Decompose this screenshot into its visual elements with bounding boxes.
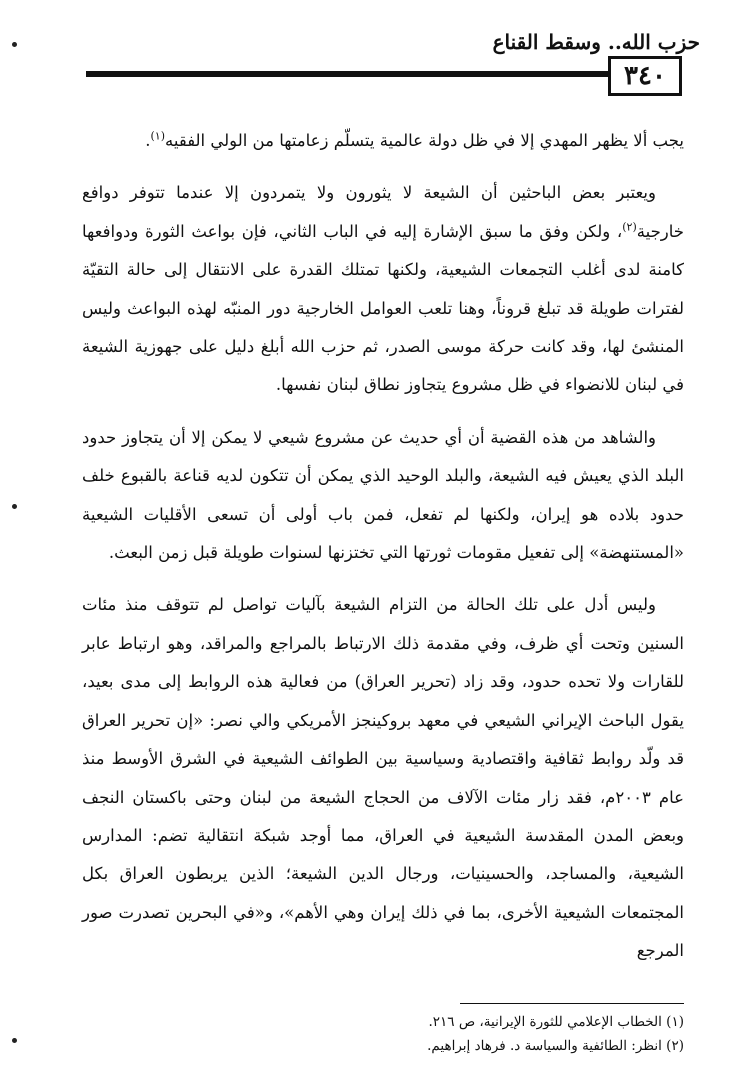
scan-mark xyxy=(12,504,17,509)
scan-mark xyxy=(12,42,17,47)
footnote-separator xyxy=(460,1003,684,1004)
paragraph xyxy=(82,419,684,573)
running-title: حزب الله.. وسقط القناع xyxy=(492,30,700,54)
paragraph-text: والشاهد من هذه القضية أن أي حديث عن مشروع شيعي لا يمكن إلا أن يتجاوز حدود البلد الذي يعيش فيه الشيعة، والبلد الوحيد الذي يمكن أن تتكون لديه قناعة بالقبوع خلف حدود بلاده هو إيران، ولكنها لم تفعل، فمن باب أولى أن تسعى الأقليات الشيعية «المستنهضة» إلى تفعيل مقومات ثورتها التي تختزنها لسنوات طويلة قبل زمن البعث. xyxy=(82,427,684,563)
paragraph-text: ويعتبر بعض الباحثين أن الشيعة لا يثورون ولا يتمردون إلا عندما تتوفر دوافع خارجية xyxy=(82,183,684,241)
paragraph xyxy=(82,586,684,970)
footnote: (١) الخطاب الإعلامي للثورة الإيرانية، ص ٢١٦. xyxy=(428,1014,684,1030)
paragraph-text-continued: ، ولكن وفق ما سبق الإشارة إليه في الباب الثاني، فإن بواعث الثورة ودوافعها كامنة لدى أغلب التجمعات الشيعية، ولكنها تمتلك القدرة على الانتقال إلى حالة التقيّة لفترات طويلة قد تبلغ قروناً، وهنا تلعب العوامل الخارجية دور المنبّه لهذه البواعث وليس المنشئ لها، وقد كانت حركة موسى الصدر، ثم حزب الله أبلغ دليل على جهوزية الشيعة في لبنان للانضواء في ظل مشروع يتجاوز نطاق لبنان نفسها. xyxy=(82,221,684,395)
footnote-reference: (٢) xyxy=(622,220,637,234)
paragraph-text-continued: . xyxy=(145,131,151,150)
page-number: ٣٤٠ xyxy=(608,56,682,96)
paragraph-text: وليس أدل على تلك الحالة من التزام الشيعة بآليات تواصل لم تتوقف منذ مئات السنين وتحت أي ظرف، وفي مقدمة ذلك الارتباط بالمراجع والمراقد، وهو ارتباط عابر للقارات ولا تحده حدود، وقد زاد (تحرير العراق) من فعالية هذه الروابط إلى مدى بعيد، يقول الباحث الإيراني الشيعي في معهد بروكينجز الأمريكي والي نصر: «إن تحرير العراق قد ولّد روابط ثقافية واقتصادية وسياسية بين الطوائف الشيعية في الشرق الأوسط منذ عام ٢٠٠٣م، فقد زار مئات الآلاف من الحجاج الشيعة من لبنان وحتى باكستان النجف وبعض المدن المقدسة الشيعية في العراق، مما أوجد شبكة انتقالية تضم: المدارس الشيعية، والمساجد، والحسينيات، ورجال الدين الشيعة؛ الذين يربطون العراق بكل المجتمعات الشيعية الأخرى، بما في ذلك إيران وهي الأهم»، و«في البحرين تصدرت صور المرجع xyxy=(82,595,684,961)
body-text xyxy=(82,122,684,971)
footnote-reference: (١) xyxy=(150,129,166,143)
footnotes xyxy=(82,1010,684,1058)
paragraph-text: يجب ألا يظهر المهدي إلا في ظل دولة عالمية يتسلّم زعامتها من الولي الفقيه xyxy=(165,131,684,150)
scan-mark xyxy=(12,1038,17,1043)
paragraph xyxy=(82,122,684,160)
footnote: (٢) انظر: الطائفية والسياسة د. فرهاد إبراهيم. xyxy=(427,1038,684,1054)
header-rule xyxy=(86,71,608,77)
paragraph xyxy=(82,174,684,404)
